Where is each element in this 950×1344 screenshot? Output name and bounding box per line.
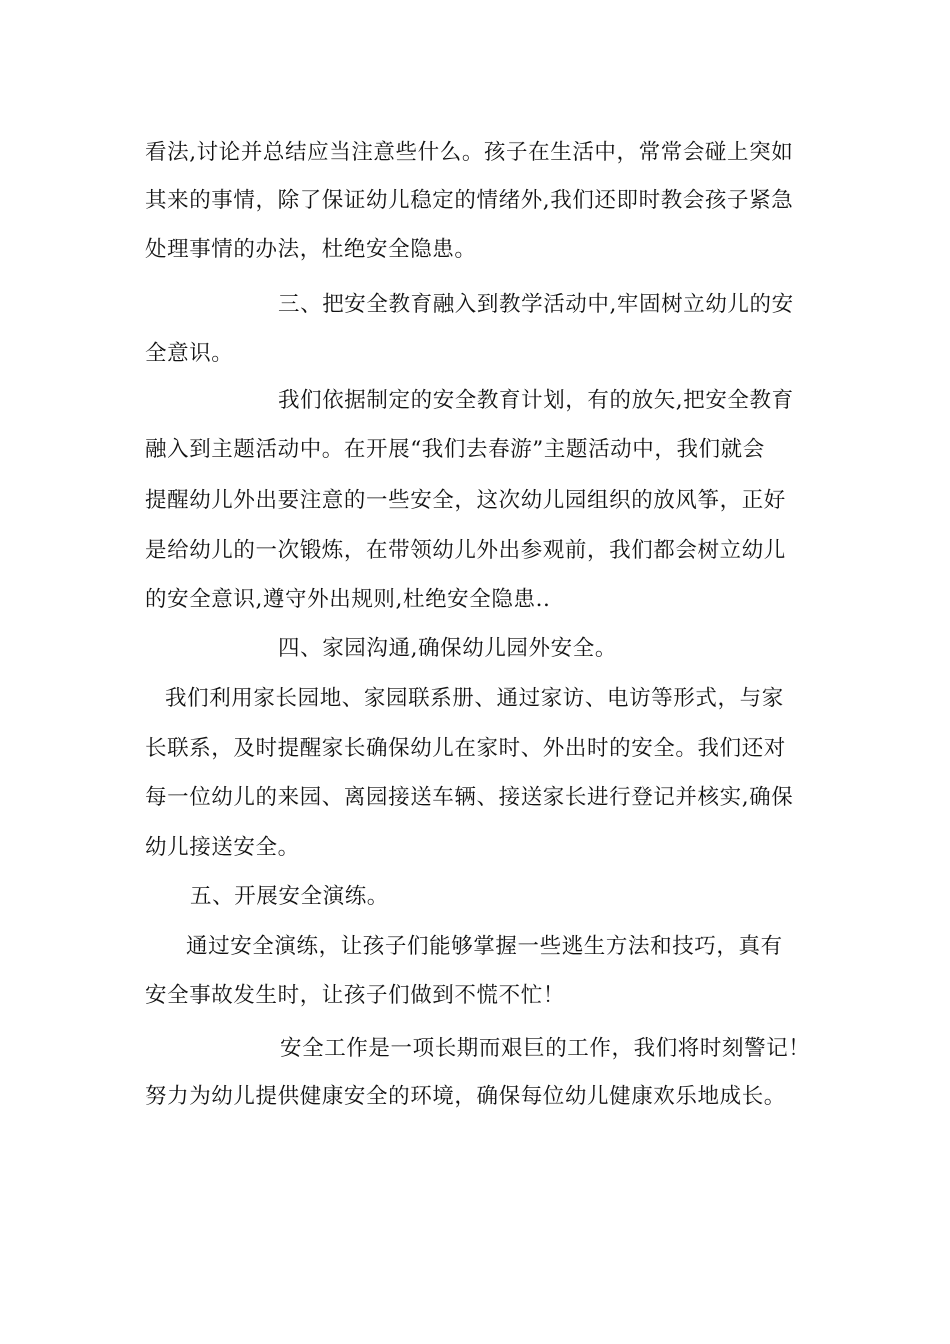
text-line: 我们依据制定的安全教育计划，有的放矢,把安全教育 bbox=[278, 388, 794, 413]
text-line: 提醒幼儿外出要注意的一些安全，这次幼儿园组织的放风筝，正好 bbox=[145, 488, 786, 513]
text-line: 是给幼儿的一次锻炼，在带领幼儿外出参观前，我们都会树立幼儿 bbox=[145, 538, 786, 563]
section-heading: 三、把安全教育融入到教学活动中,牢固树立幼儿的安 bbox=[278, 292, 794, 317]
section-heading: 四、家园沟通,确保幼儿园外安全。 bbox=[278, 636, 617, 661]
text-line: 处理事情的办法，杜绝安全隐患。 bbox=[145, 237, 477, 262]
text-line: 幼儿接送安全。 bbox=[145, 835, 300, 860]
text-line: 全意识。 bbox=[145, 341, 234, 366]
text-line: 每一位幼儿的来园、离园接送车辆、接送家长进行登记并核实,确保 bbox=[145, 785, 794, 810]
text-line: 安全工作是一项长期而艰巨的工作，我们将时刻警记！ bbox=[280, 1036, 811, 1061]
text-line: 长联系，及时提醒家长确保幼儿在家时、外出时的安全。我们还对 bbox=[145, 736, 786, 761]
text-line: 融入到主题活动中。在开展“我们去春游”主题活动中，我们就会 bbox=[145, 437, 765, 462]
text-line: 通过安全演练，让孩子们能够掌握一些逃生方法和技巧，真有 bbox=[186, 934, 783, 959]
section-heading: 五、开展安全演练。 bbox=[190, 884, 389, 909]
text-line: 我们利用家长园地、家园联系册、通过家访、电访等形式，与家 bbox=[165, 686, 784, 711]
text-line: 其来的事情，除了保证幼儿稳定的情绪外,我们还即时教会孩子紧急 bbox=[145, 188, 794, 213]
text-line: 努力为幼儿提供健康安全的环境，确保每位幼儿健康欢乐地成长。 bbox=[145, 1084, 786, 1109]
text-line: 看法,讨论并总结应当注意些什么。孩子在生活中，常常会碰上突如 bbox=[145, 140, 794, 165]
text-line: 安全事故发生时，让孩子们做到不慌不忙！ bbox=[145, 983, 565, 1008]
text-line: 的安全意识,遵守外出规则,杜绝安全隐患.. bbox=[145, 587, 551, 612]
